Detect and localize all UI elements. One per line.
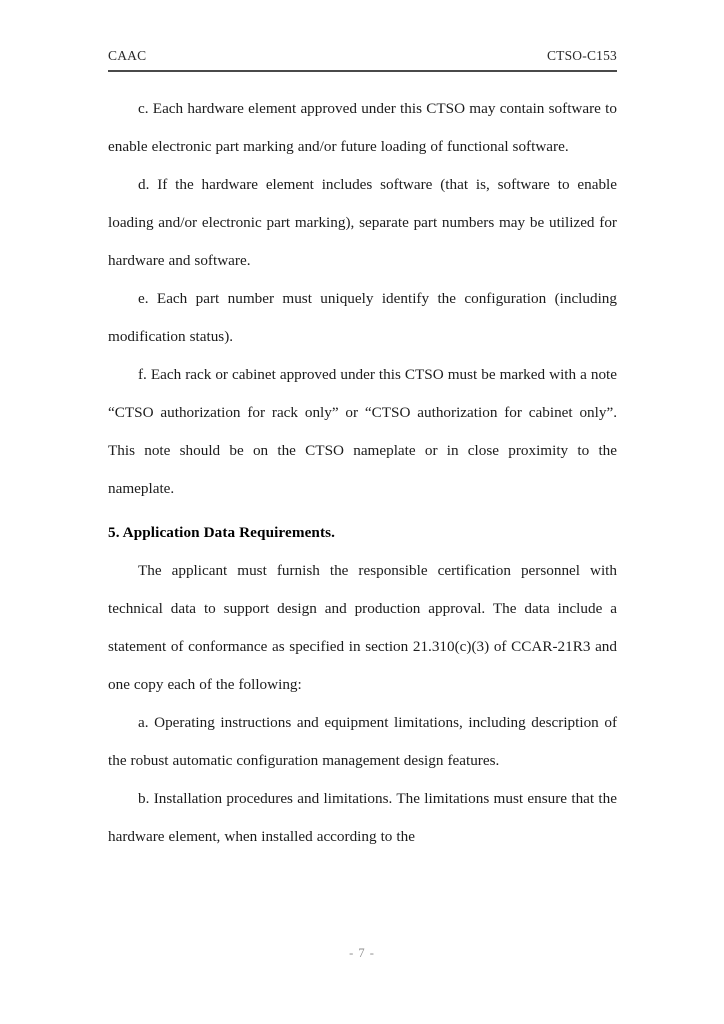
paragraph-d: d. If the hardware element includes software (that is, software to enable loading and/or electronic part marking), separate part numbers may be utilized for hardware and software.	[108, 176, 617, 269]
paragraph-c: c. Each hardware element approved under this CTSO may contain software to enable electronic part marking and/or future loading of functional software.	[108, 100, 617, 155]
header-right-text: CTSO-C153	[546, 48, 617, 63]
header-divider-rule	[108, 70, 617, 72]
header-left-text: CAAC	[108, 48, 147, 63]
paragraph-a: a. Operating instructions and equipment limitations, including description of the robust automatic configuration management design features.	[108, 714, 617, 769]
paragraph-b: b. Installation procedures and limitations. The limitations must ensure that the hardware element, when installed according to the	[108, 790, 617, 845]
section-5-heading: 5. Application Data Requirements.	[108, 524, 336, 541]
document-body	[108, 90, 617, 856]
running-header	[108, 48, 617, 64]
page-number-footer: - 7 -	[349, 946, 375, 960]
paragraph-e: e. Each part number must uniquely identify the configuration (including modification status).	[108, 290, 617, 345]
paragraph-f: f. Each rack or cabinet approved under this CTSO must be marked with a note “CTSO authorization for rack only” or “CTSO authorization for cabinet only”. This note should be on the CTSO nameplate or in close proximity to the nameplate.	[108, 366, 617, 497]
section-5-intro-paragraph: The applicant must furnish the responsible certification personnel with technical data to support design and production approval. The data include a statement of conformance as specified in section 21.310(c)(3) of CCAR-21R3 and one copy each of the following:	[108, 562, 617, 693]
